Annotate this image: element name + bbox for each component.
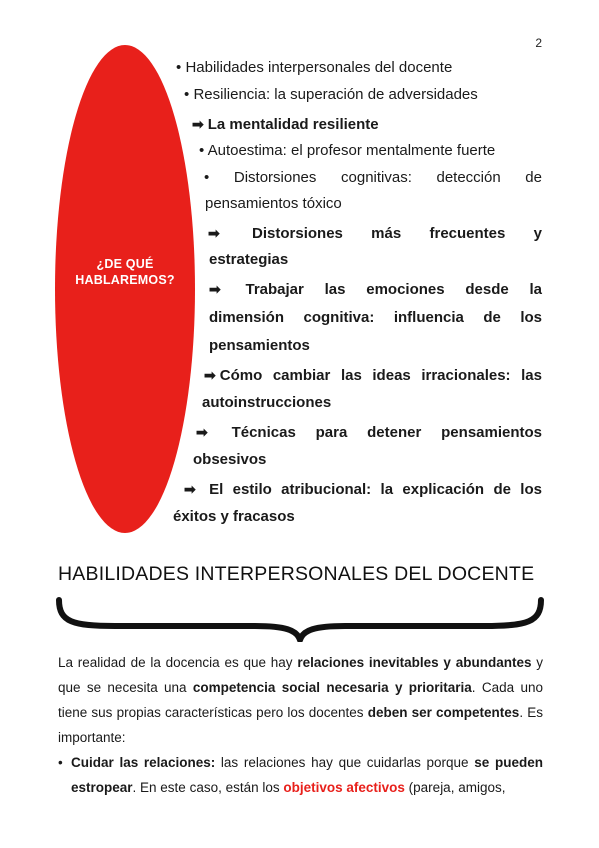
bullet-cuidar-relaciones: • Cuidar las relaciones: las relaciones hay que cuidarlas porque se pueden estropear. En este caso, están los objetivos afectivos (pareja, amigos, <box>58 750 543 800</box>
outline-item-mentalidad <box>192 110 542 139</box>
highlight-objetivos-afectivos: objetivos afectivos <box>283 780 405 795</box>
outline-item-habilidades <box>176 54 542 82</box>
bullet-icon: • <box>204 169 210 186</box>
outline-item-atribucional-line2: éxitos y fracasos <box>173 508 295 525</box>
outline-item-tecnicas-line1 <box>196 418 542 447</box>
outline-item-emociones-line3: pensamientos <box>209 337 310 354</box>
outline-item-ideas-line1 <box>204 361 542 390</box>
outline-item-text: Cómo cambiar las ideas irracionales: las <box>219 367 542 384</box>
outline-item-ideas-line2: autoinstrucciones <box>202 394 332 411</box>
outline-item-distorsiones-line1 <box>204 164 542 192</box>
body-text <box>58 650 543 800</box>
arrow-right-icon: ➡ <box>192 116 204 132</box>
section-title: HABILIDADES INTERPERSONALES DEL DOCENTE <box>58 563 535 585</box>
outline-item-atribucional-line1 <box>184 475 542 504</box>
arrow-right-icon: ➡ <box>204 367 216 383</box>
curly-brace-divider <box>55 596 545 642</box>
outline-item-tecnicas-line2: obsesivos <box>193 451 267 468</box>
outline-item-emociones-line2: dimensión cognitiva: influencia de los <box>209 309 542 326</box>
ellipse-label-line1: ¿DE QUÉ <box>96 257 154 271</box>
outline-item-emociones-line1 <box>209 275 542 304</box>
outline-item-text: Distorsiones más frecuentes y <box>252 225 542 242</box>
outline-item-text: Autoestima: el profesor mentalmente fuerte <box>207 142 496 159</box>
bullet-icon: • <box>199 142 205 159</box>
ellipse-label <box>55 256 195 288</box>
bullet-icon: • <box>184 86 190 103</box>
outline-item-text: Resiliencia: la superación de adversidades <box>193 86 478 103</box>
outline-item-resiliencia <box>184 81 542 109</box>
outline-item-distorsiones-line2: pensamientos tóxico <box>205 195 342 212</box>
outline-item-text: Habilidades interpersonales del docente <box>185 59 453 76</box>
arrow-right-icon: ➡ <box>184 481 196 497</box>
arrow-right-icon: ➡ <box>209 281 221 297</box>
outline-item-text: La mentalidad resiliente <box>207 116 379 133</box>
bullet-icon: • <box>58 755 63 770</box>
bullet-icon: • <box>176 59 182 76</box>
outline-item-text: Técnicas para detener pensamientos <box>231 424 543 441</box>
ellipse-label-line2: HABLAREMOS? <box>75 273 175 287</box>
page-number: 2 <box>535 36 542 50</box>
outline-item-text: El estilo atribucional: la explicación de los <box>209 481 542 498</box>
arrow-right-icon: ➡ <box>208 225 220 241</box>
intro-paragraph: La realidad de la docencia es que hay relaciones inevitables y abundantes y que se necesita una competencia social necesaria y prioritaria. Cada uno tiene sus propias características pero los docentes deben ser competentes. Es importante: <box>58 655 544 745</box>
arrow-right-icon: ➡ <box>196 424 208 440</box>
outline-item-frecuentes-line1 <box>208 219 542 248</box>
outline-item-frecuentes-line2: estrategias <box>209 251 289 268</box>
outline-item-text: Distorsiones cognitivas: detección de <box>233 169 542 186</box>
outline-item-text: Trabajar las emociones desde la <box>245 281 542 298</box>
topics-ellipse <box>55 45 195 533</box>
outline-item-autoestima <box>199 137 542 165</box>
